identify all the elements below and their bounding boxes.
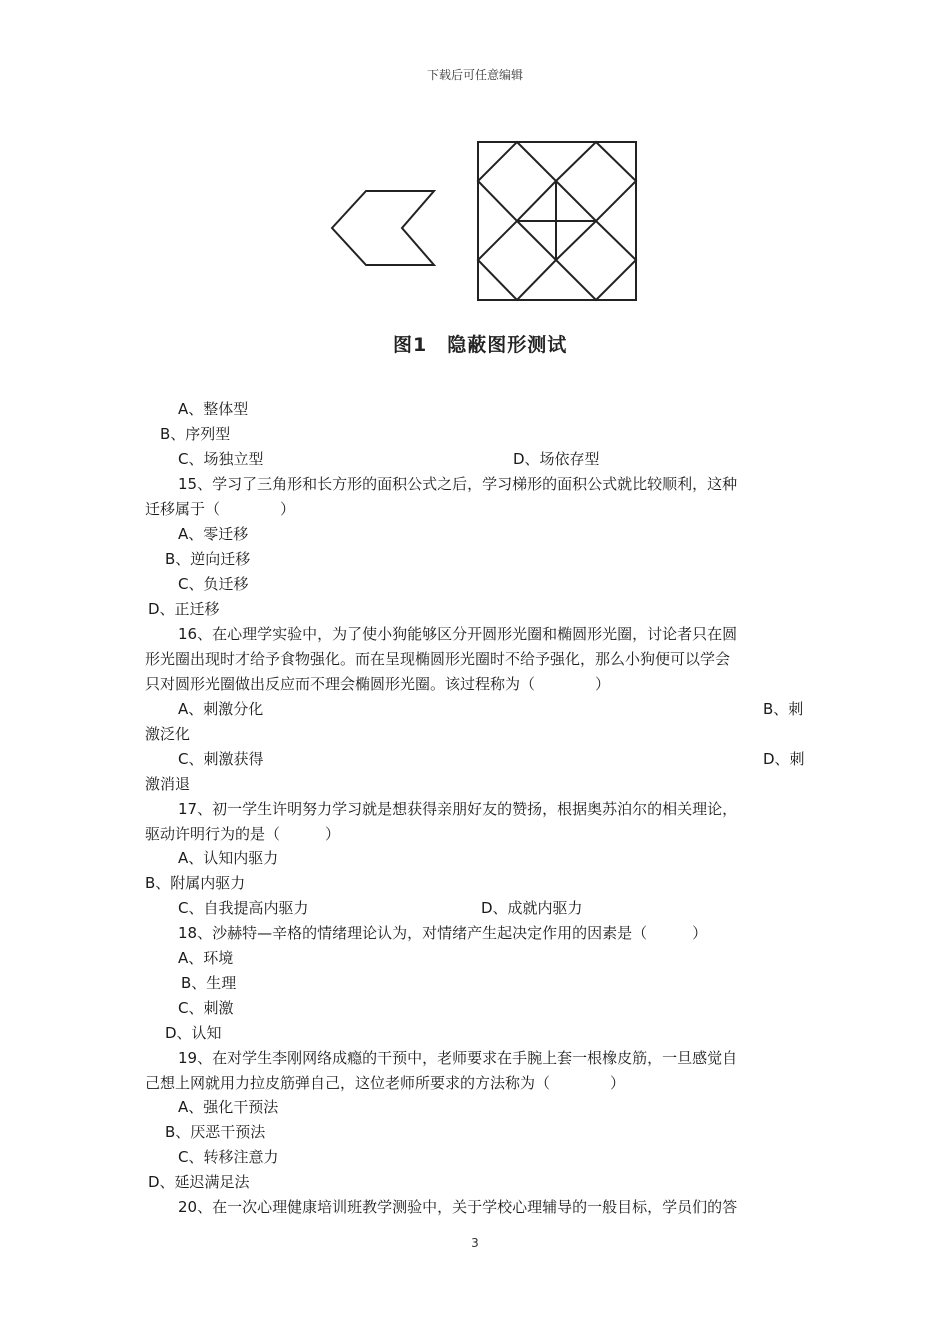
- q15-option-c: C、负迁移: [178, 575, 249, 593]
- q18-option-c: C、刺激: [178, 999, 234, 1017]
- q16-option-d-end: 激消退: [145, 775, 191, 793]
- q14-option-a: A、整体型: [178, 400, 249, 418]
- q18-stem: 18、沙赫特—辛格的情绪理论认为，对情绪产生起决定作用的因素是（ ）: [178, 924, 708, 942]
- q15-stem-line-1: 15、学习了三角形和长方形的面积公式之后，学习梯形的面积公式就比较顺利，这种: [178, 475, 738, 493]
- q16-stem-line-3: 只对圆形光圈做出反应而不理会椭圆形光圈。该过程称为（ ）: [145, 675, 611, 693]
- q14-option-b: B、序列型: [160, 425, 231, 443]
- q16-option-b-end: 激泛化: [145, 725, 191, 743]
- q19-option-c: C、转移注意力: [178, 1148, 279, 1166]
- chevron-target-shape: [332, 191, 434, 265]
- q19-option-d: D、延迟满足法: [148, 1173, 250, 1191]
- q17-option-d: D、成就内驱力: [481, 899, 583, 917]
- page-number: 3: [471, 1236, 479, 1250]
- q18-option-a: A、环境: [178, 949, 234, 967]
- q19-option-a: A、强化干预法: [178, 1098, 279, 1116]
- q19-stem-line-1: 19、在对学生李刚网络成瘾的干预中，老师要求在手腕上套一根橡皮筋，一旦感觉自: [178, 1049, 738, 1067]
- q15-option-a: A、零迁移: [178, 525, 249, 543]
- q17-option-a: A、认知内驱力: [178, 849, 279, 867]
- q16-stem-line-2: 形光圈出现时才给予食物强化。而在呈现椭圆形光圈时不给予强化，那么小狗便可以学会: [145, 650, 731, 668]
- q18-option-b: B、生理: [181, 974, 237, 992]
- figure-caption: 图1 隐蔽图形测试: [393, 334, 568, 356]
- q19-option-b: B、厌恶干预法: [165, 1123, 266, 1141]
- q16-option-a: A、刺激分化: [178, 700, 264, 718]
- q16-stem-line-1: 16、在心理学实验中，为了使小狗能够区分开圆形光圈和椭圆形光圈，讨论者只在圆: [178, 625, 738, 643]
- q15-stem-line-2: 迁移属于（ ）: [145, 500, 296, 518]
- q17-option-c: C、自我提高内驱力: [178, 899, 309, 917]
- q18-option-d: D、认知: [165, 1024, 222, 1042]
- q17-stem-line-2: 驱动许明行为的是（ ）: [145, 825, 341, 843]
- q17-option-b: B、附属内驱力: [145, 874, 246, 892]
- q15-option-b: B、逆向迁移: [165, 550, 251, 568]
- q15-option-d: D、正迁移: [148, 600, 220, 618]
- q14-option-d: D、场依存型: [513, 450, 600, 468]
- q16-option-c: C、刺激获得: [178, 750, 264, 768]
- q19-stem-line-2: 己想上网就用力拉皮筋弹自己，这位老师所要求的方法称为（ ）: [145, 1074, 626, 1092]
- page-header: 下载后可任意编辑: [426, 68, 523, 82]
- q20-stem-line-1: 20、在一次心理健康培训班教学测验中，关于学校心理辅导的一般目标，学员们的答: [178, 1198, 738, 1216]
- q17-stem-line-1: 17、初一学生许明努力学习就是想获得亲朋好友的赞扬，根据奥苏泊尔的相关理论，: [178, 800, 738, 818]
- q16-option-d-start: D、刺: [763, 750, 805, 768]
- q14-option-c: C、场独立型: [178, 450, 264, 468]
- q16-option-b-start: B、刺: [763, 700, 804, 718]
